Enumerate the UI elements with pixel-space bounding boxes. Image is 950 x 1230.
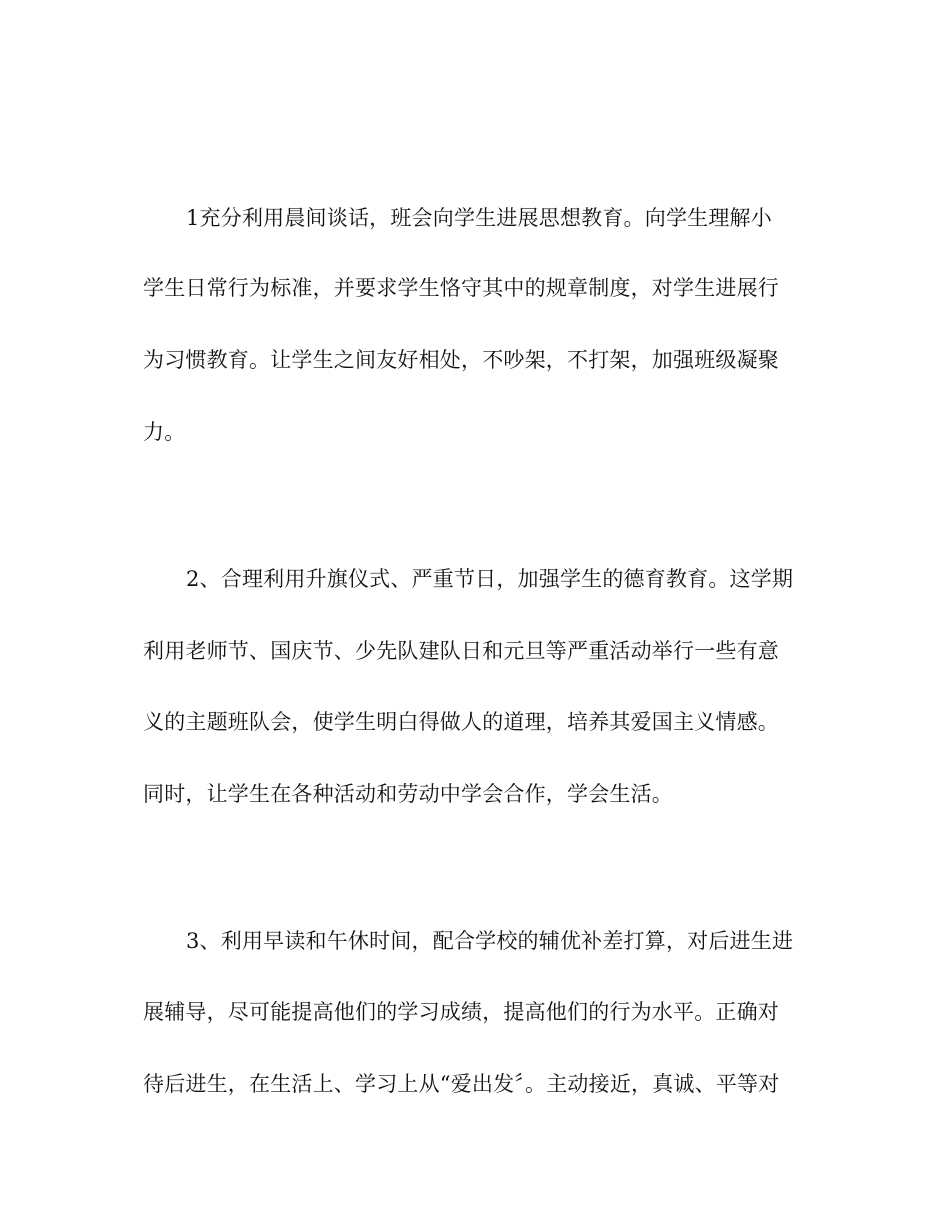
- paragraph-3-line-2: 展辅导，尽可能提高他们的学习成绩，提高他们的行为水平。正确对: [143, 1000, 779, 1024]
- paragraph-1-line-3: 为习惯教育。让学生之间友好相处，不吵架，不打架，加强班级凝聚: [143, 348, 779, 372]
- paragraph-1-line-4: 力。: [143, 420, 186, 444]
- paragraph-1-line-1: 1充分利用晨间谈话，班会向学生进展思想教育。向学生理解小: [186, 206, 772, 230]
- paragraph-1-line-2: 学生日常行为标准，并要求学生恪守其中的规章制度，对学生进展行: [143, 276, 779, 300]
- paragraph-2-line-2: 利用老师节、国庆节、少先队建队日和元旦等严重活动举行一些有意: [143, 639, 779, 663]
- paragraph-3-line-3: 待后进生，在生活上、学习上从“爱出发〞。主动接近，真诚、平等对: [143, 1072, 780, 1096]
- paragraph-2-line-4: 同时，让学生在各种活动和劳动中学会合作，学会生活。: [143, 782, 673, 806]
- paragraph-3-line-1: 3、利用早读和午休时间，配合学校的辅优补差打算，对后进生进: [186, 929, 794, 953]
- paragraph-2-line-1: 2、合理利用升旗仪式、严重节日，加强学生的德育教育。这学期: [186, 567, 794, 591]
- paragraph-2-line-3: 义的主题班队会，使学生明白得做人的道理，培养其爱国主义情感。: [143, 710, 779, 734]
